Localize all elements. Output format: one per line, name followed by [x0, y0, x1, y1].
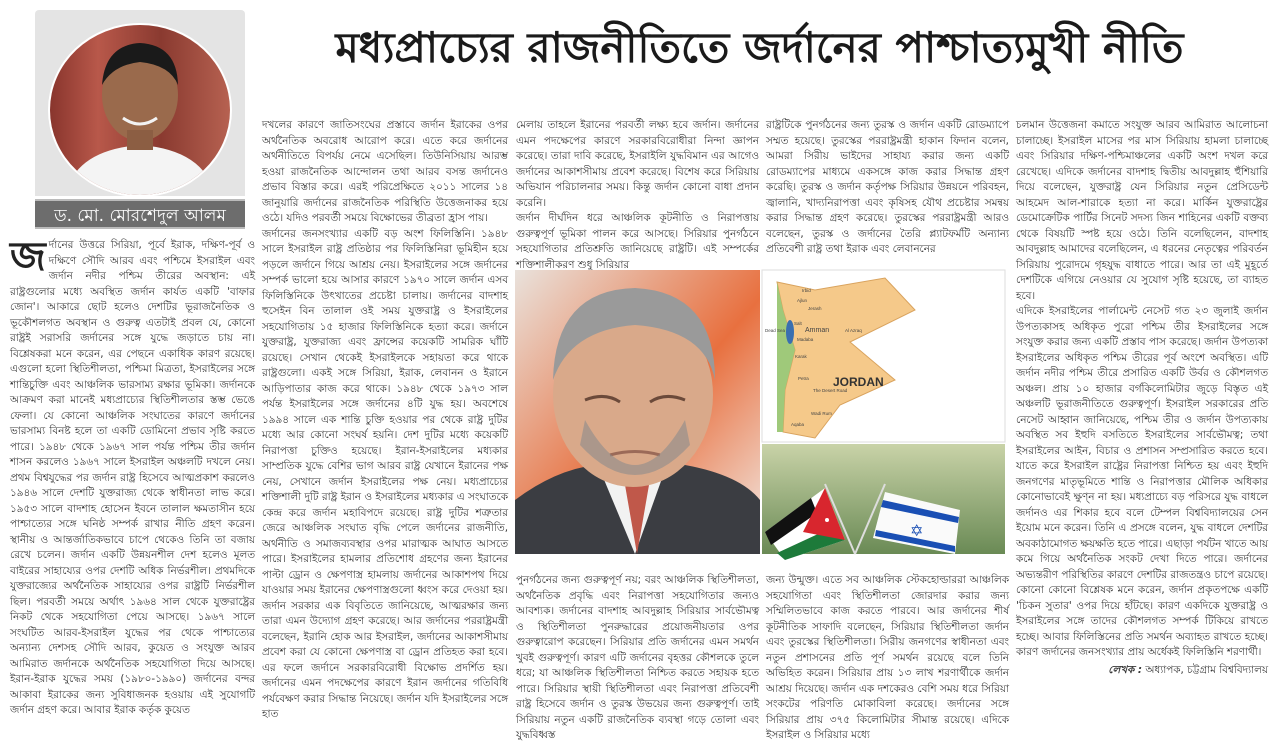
map-place: Al Azraq	[845, 328, 862, 333]
article-paragraph: জর্দানের উত্তরে সিরিয়া, পূর্বে ইরাক, দক্ষিণ-পূর্ব ও দক্ষিণে সৌদি আরব এবং পশ্চিমে ইসরাইল এবং জর্দান নদীর পশ্চিম তীরের অবস্থান: এই রাষ্ট্রগুলোর মধ্যে অবস্থিত জর্দান কার্যত একটি 'বাফার জোন'। আকারে ছোট হলেও দেশটির ভূরাজনৈতিক ও ভূকৌশলগত অবস্থান ও গুরুত্ব এতটাই প্রবল যে, কোনো রাষ্ট্রই সরাসরি জর্দানের সঙ্গে যুদ্ধে জড়াতে চায় না। বিশ্লেষকরা মনে করেন, এর পেছনে একাধিক কারণ রয়েছে। এগুলো হলো স্থিতিশীলতা, পশ্চিমা মিত্রতা, ইসরাইলের সঙ্গে শান্তিচুক্তি এবং আঞ্চলিক ভারসাম্য রক্ষার ভূমিকা। জর্দানকে আক্রমণ করা মানেই মধ্যপ্রাচ্যের স্থিতিশীলতার স্তম্ভ ভেঙে ফেলা। যে কোনো আঞ্চলিক সংঘাতের কারণে জর্দানের ভারসাম্য বিনষ্ট হলে তা একটি ডোমিনো প্রভাব সৃষ্টি করতে পারে। ১৯৪৮ থেকে ১৯৬৭ সাল পর্যন্ত পশ্চিম তীর জর্দান শাসন করলেও ১৯৬৭ সালে ইসরাইল অঞ্চলটি দখলে নেয়। প্রথম বিশ্বযুদ্ধের পর জর্দান রাষ্ট্র হিসেবে আত্মপ্রকাশ করলেও ১৯৪৬ সালে দেশটি যুক্তরাজ্য থেকে স্বাধীনতা লাভ করে। ১৯৫৩ সালে বাদশাহ হোসেন ইবনে তালাল ক্ষমতাসীন হয়ে পাশ্চাত্যের সঙ্গে ঘনিষ্ঠ সম্পর্ক রাখার নীতি গ্রহণ করেন। স্থানীয় ও আন্তর্জাতিকভাবে চাপে থেকেও তিনি তা বজায় রেখে চলেন। জর্দান একটি উন্নয়নশীল দেশ হলেও মূলত বাইরের সাহায্যের ওপর দেশটি অধিক নির্ভরশীল। প্রথমদিকে যুক্তরাজ্যের অর্থনৈতিক সাহায্যের ওপর রাষ্ট্রটি নির্ভরশীল ছিল। পরবর্তী সময়ে অর্থাৎ ১৯৬৪ সাল থেকে যুক্তরাষ্ট্রের নিকট থেকে সহযোগিতা পেয়ে আসছে। ১৯৬৭ সালে সংঘটিত আরব-ইসরাইল যুদ্ধের পর থেকে পাশ্চাত্যের অন্যান্য দেশসহ সৌদি আরব, কুয়েত ও সংযুক্ত আরব আমিরাত জর্দানকে অর্থনৈতিক সহযোগিতা দিয়ে আসছে। ইরান-ইরাক যুদ্ধের সময় (১৯৮০-১৯৯০) জর্দানের বন্দর আকাবা ইরাকের জন্য সুবিধাজনক হওয়ায় এই সুযোগটি জর্দান গ্রহণ করে। আবার ইরাক কর্তৃক কুয়েত	[10, 234, 255, 716]
article-paragraph: পুনর্গঠনের জন্য গুরুত্বপূর্ণ নয়; বরং আঞ্চলিক স্থিতিশীলতা, অর্থনৈতিক প্রবৃদ্ধি এবং নিরাপত্তা সহযোগিতার জন্যও আবশ্যক। জর্দানের বাদশাহ আবদুল্লাহ সিরিয়ার সার্বভৌমত্ব ও স্থিতিশীলতা পুনরুদ্ধারের প্রয়োজনীয়তার ওপর গুরুত্বারোপ করেছেন। সিরিয়ার প্রতি জর্দানের এমন সমর্থন খুবই গুরুত্বপূর্ণ। কারণ এটি জর্দানের বৃহত্তর কৌশলকে তুলে ধরে; যা আঞ্চলিক স্থিতিশীলতা নিশ্চিত করতে সহায়ক হতে পারে। সিরিয়ার স্থায়ী স্থিতিশীলতা এবং নিরাপত্তা প্রতিবেশী রাষ্ট্র হিসেবে জর্দান ও তুরস্ক উভয়ের জন্য গুরুত্বপূর্ণ। তাই সিরিয়ায় নতুন একটি রাজনৈতিক ব্যবস্থা গড়ে তোলা এবং যুদ্ধবিধ্বস্ত	[516, 574, 759, 741]
map-place: Amman	[805, 327, 830, 334]
article-column-4-top	[766, 118, 1009, 260]
article-paragraph: চলমান উত্তেজনা কমাতে সংযুক্ত আরব আমিরাত আলোচনা চালাচ্ছে। ইসরাইল মাসের পর মাস সিরিয়ায় হামলা চালাচ্ছে এবং সিরিয়ার দক্ষিণ-পশ্চিমাঞ্চলের একটি অংশ দখল করে রেখেছে। এদিকে জর্দানের বাদশাহ দ্বিতীয় আবদুল্লাহ হুঁশিয়ারি দিয়ে বলেছেন, যুক্তরাষ্ট্র যেন সিরিয়ার নতুন প্রেসিডেন্ট আহমেদ আল-শারাকে হত্যা না করে। মার্কিন যুক্তরাষ্ট্রের ডেমোক্রেটিক পার্টির সিনেট সদস্য জিন শাহিনের একটি বক্তব্য থেকে বিষয়টি স্পষ্ট হয়ে ওঠে। তিনি বলেছিলেন, বাদশাহ আবদুল্লাহ আমাদের বলেছিলেন, এ ধরনের নেতৃত্বের পরিবর্তন সিরিয়ায় পুরোদমে গৃহযুদ্ধ বাধাতে পারে। আর তা এই মুহূর্তে দেশটিকে এগিয়ে নেওয়ার যে সুযোগ সৃষ্টি হয়েছে, তা ব্যাহত হবে।	[1016, 119, 1268, 302]
map-place: Wadi Rum	[811, 411, 832, 416]
map-place: Madaba	[797, 337, 814, 342]
king-abdullah-photo	[515, 270, 760, 554]
map-place: Ajlun	[797, 298, 808, 303]
map-place: Salt	[794, 321, 802, 326]
drop-cap: জ	[10, 234, 46, 280]
map-place: Irbid	[802, 288, 811, 293]
map-place: Jerash	[808, 306, 822, 311]
headline: মধ্যপ্রাচ্যের রাজনীতিতে জর্দানের পাশ্চাত্যমুখী নীতি	[335, 23, 1184, 72]
jordan-israel-flags-photo	[762, 444, 1005, 560]
article-column-3-bottom	[516, 573, 759, 745]
byline-text: অধ্যাপক, চট্টগ্রাম বিশ্ববিদ্যালয়	[1145, 663, 1268, 676]
article-paragraph: মেলায় তাহলে ইরানের পরবর্তী লক্ষ্য হবে জর্দান। জর্দানের এমন পদক্ষেপের কারণে সরকারবিরোধীরা নিন্দা জ্ঞাপন করেছে। তারা দাবি করেছে, ইসরাইলি যুদ্ধবিমান এর আগেও জর্দানের আকাশসীমায় প্রবেশ করেছে। বিশেষ করে সিরিয়ায় অভিযান পরিচালনার সময়। কিন্তু জর্দান কোনো বাধা প্রদান করেনি।	[516, 119, 759, 209]
article-paragraph: জর্দানের জনসংখ্যার একটি বড় অংশ ফিলিস্তিনি। ১৯৪৮ সালে ইসরাইল রাষ্ট্র প্রতিষ্ঠার পর ফিলিস্তিনিরা ভূমিহীন হয়ে পড়লে জর্দানে গিয়ে আশ্রয় নেয়। ইসরাইলের সঙ্গে জর্দানের সম্পর্ক ভালো হয়ে আসার কারণে ১৯৭০ সালে জর্দান এসব ফিলিস্তিনিকে উৎখাতের প্রচেষ্টা চালায়। জর্দানের বাদশাহ হুসেইন বিন তালাল ওই সময় যুক্তরাষ্ট্র ও ইসরাইলের সহযোগিতায় ১৫ হাজার ফিলিস্তিনিকে হত্যা করে। জর্দানে যুক্তরাষ্ট্র, যুক্তরাজ্য এবং ফ্রান্সের কয়েকটি সামরিক ঘাঁটি রয়েছে। সেখান থেকেই ইসরাইলকে সহায়তা করে থাকে রাষ্ট্রগুলো। একই সঙ্গে সিরিয়া, ইরাক, লেবানন ও ইরানে আড়িপাতার কাজ করে থাকে। ১৯৪৮ থেকে ১৯৭৩ সাল পর্যন্ত ইসরাইলের সঙ্গে জর্দানের ৪টি যুদ্ধ হয়। অবশেষে ১৯৯৪ সালে এক শান্তি চুক্তি হওয়ার পর থেকে রাষ্ট্র দুটির মধ্যে আর কোনো সংঘর্ষ হয়নি। দেশ দুটির মধ্যে কয়েকটি নিরাপত্তা চুক্তিও হয়েছে। ইরান-ইসরাইলের মধ্যকার সাম্প্রতিক যুদ্ধে বেশির ভাগ আরব রাষ্ট্র যেখানে ইরানের পক্ষ নেয়, সেখানে জর্দান ইসরাইলের পক্ষ নেয়। মধ্যপ্রাচ্যের শক্তিশালী দুটি রাষ্ট্র ইরান ও ইসরাইলের মধ্যকার এ সংঘাতকে কেন্দ্র করে জর্দান মহাবিপদে রয়েছে। রাষ্ট্র দুটির শত্রুতার জেরে আঞ্চলিক সংঘাত বৃদ্ধি পেলে জর্দানের রাজনীতি, অর্থনীতি ও সমাজব্যবস্থার ওপর মারাত্মক আঘাত আসতে পারে। ইসরাইলের হামলার প্রতিশোধ গ্রহণের জন্য ইরানের পাল্টা ড্রোন ও ক্ষেপণাস্ত্র হামলায় জর্দানের আকাশপথ দিয়ে যাওয়ার সময় ইরানের ক্ষেপণাস্ত্রগুলো ধ্বংস করে দেওয়া হয়। জর্দান সরকার এক বিবৃতিতে জানিয়েছে, আত্মরক্ষার জন্য তারা এমন উদ্যোগ গ্রহণ করেছে। আর জর্দানের পররাষ্ট্রমন্ত্রী বলেছেন, ইরানি হোক আর ইসরাইল, জর্দানের আকাশসীমায় প্রবেশ করা যে কোনো ক্ষেপণাস্ত্র বা ড্রোন প্রতিহত করা হবে। এর ফলে জর্দানে সরকারবিরোধী বিক্ষোভ প্রদর্শিত হয়। জর্দানের এমন পদক্ষেপের কারণে ইরান জর্দানের গতিবিধি পর্যবেক্ষণ করার সিদ্ধান্ত নিয়েছে। জর্দান যদি ইসরাইলের সঙ্গে হাত	[262, 227, 508, 720]
author-byline	[1016, 663, 1268, 679]
map-place: Karak	[795, 354, 807, 359]
article-column-5	[1016, 118, 1268, 745]
article-paragraph: জর্দান দীর্ঘদিন ধরে আঞ্চলিক কূটনীতি ও নিরাপত্তায় গুরুত্বপূর্ণ ভূমিকা পালন করে আসছে। সিরিয়ার পুনর্গঠনে সহযোগিতার প্রতিশ্রুতি জানিয়েছে রাষ্ট্রটি। এই সম্পর্কের শক্তিশালীকরণ শুধু সিরিয়ার	[516, 212, 759, 271]
star-of-david-icon: ✡	[910, 521, 924, 540]
map-place: Aqaba	[791, 422, 805, 427]
map-place: Petra	[798, 376, 809, 381]
author-portrait-illustration	[35, 10, 245, 196]
dead-sea-shape	[786, 320, 794, 344]
article-paragraph: দখলের কারণে জাতিসংঘের প্রস্তাবে জর্দান ইরাকের ওপর অর্থনৈতিক অবরোধ আরোপ করে। এতে করে জর্দানের অর্থনীতিতে বিপর্যয় নেমে এসেছিল। তিউনিসিয়ায় আরম্ভ হওয়া রাজনৈতিক আন্দোলন তথা আরব বসন্ত জর্দানেও প্রভাব বিস্তার করে। এরই পরিপ্রেক্ষিতে ২০১১ সালের ১৪ জানুয়ারি জর্দানের রাজনৈতিক পরিস্থিতি উত্তেজনাকর হয়ে ওঠে। যদিও পরবর্তী সময়ে বিক্ষোভের তীব্রতা হ্রাস পায়।	[262, 119, 508, 224]
byline-label: লেখক :	[1108, 663, 1143, 676]
article-column-1	[10, 234, 255, 745]
article-column-2	[262, 118, 508, 745]
author-name: ড. মো. মোরশেদুল আলম	[35, 199, 245, 229]
article-figure	[515, 270, 1005, 554]
map-place: The Desert Road	[813, 388, 848, 393]
article-paragraph: জন্য উন্মুক্ত। এতে সব আঞ্চলিক স্টেকহোল্ডাররা আঞ্চলিক সহযোগিতা এবং স্থিতিশীলতা জোরদার করার জন্য সম্মিলিতভাবে কাজ করতে পারবে। আর জর্দানের শীর্ষ কূটনীতিক সাফাদি বলেছেন, সিরিয়ার স্থিতিশীলতা জর্দান এবং তুরস্কের স্থিতিশীলতা। সিরীয় জনগণের স্বাধীনতা এবং নতুন প্রশাসনের প্রতি পূর্ণ সমর্থন রয়েছে বলে তিনি অভিহিত করেন। সিরিয়ার প্রায় ১৩ লাখ শরণার্থীকে জর্দান আশ্রয় দিয়েছে। জর্দান এক দশকেরও বেশি সময় ধরে সিরিয়া সংকটের পরিণতি মোকাবিলা করেছে। জর্দানের সঙ্গে সিরিয়ার প্রায় ৩৭৫ কিলোমিটার সীমান্ত রয়েছে। এদিকে ইসরাইল ও সিরিয়ার মধ্যে	[766, 574, 1009, 741]
map-country-label: JORDAN	[833, 375, 884, 389]
article-paragraph: রাষ্ট্রটিকে পুনর্গঠনের জন্য তুরস্ক ও জর্দান একটি রোডম্যাপে সম্মত হয়েছে। তুরস্কের পররাষ্ট্রমন্ত্রী হাকান ফিদান বলেন, আমরা সিরীয় ভাইদের সাহায্য করার জন্য একটি রোডম্যাপের মাধ্যমে একসঙ্গে কাজ করার সিদ্ধান্ত গ্রহণ করেছি। তুরস্ক ও জর্দান কর্তৃপক্ষ সিরিয়ার উন্নয়নে পরিবহন, জ্বালানি, খাদ্যনিরাপত্তা এবং কৃষিসহ যৌথ প্রচেষ্টার সমন্বয় করার সিদ্ধান্ত গ্রহণ করেছে। তুরস্কের পররাষ্ট্রমন্ত্রী আরও বলেছেন, তুরস্ক ও জর্দানের তৈরি প্ল্যাটফর্মটি অন্যান্য প্রতিবেশী রাষ্ট্র তথা ইরাক এবং লেবাননের	[766, 119, 1009, 255]
jordan-map	[762, 270, 1005, 442]
map-place: Dead Sea	[765, 328, 786, 333]
article-column-3-top	[516, 118, 759, 271]
article-column-4-bottom	[766, 573, 1009, 745]
author-photo	[35, 10, 245, 196]
article-paragraph: এদিকে ইসরাইলের পার্লামেন্ট নেসেট গত ২৩ জুলাই জর্দান উপত্যকাসহ অধিকৃত পুরো পশ্চিম তীর ইসরাইলের সঙ্গে সংযুক্ত করার জন্য একটি প্রস্তাব পাস করেছে। জর্দান উপত্যকা ইসরাইলের অধিকৃত পশ্চিম তীরের পূর্ব অংশে অবস্থিত। এটি জর্দান নদীর পশ্চিম তীরে প্রসারিত একটি উর্বর ও কৌশলগত অঞ্চল। প্রায় ১০ হাজার বর্গকিলোমিটার জুড়ে বিস্তৃত এই অঞ্চলটি ভূরাজনীতিতে গুরুত্বপূর্ণ। ইসরাইল সরকারের প্রতি নেসেট আহ্বান জানিয়েছে, পশ্চিম তীর ও জর্দান উপত্যকায় অবস্থিত সব ইহুদি বসতিতে ইসরাইলের সার্বভৌমত্ব; তথা ইসরাইলের আইন, বিচার ও প্রশাসন সম্প্রসারিত করতে হবে। যাতে করে ইসরাইল রাষ্ট্রের নিরাপত্তা নিশ্চিত হয় এবং ইহুদি জনগণের মাতৃভূমিতে শান্তি ও নিরাপত্তার মৌলিক অধিকার কোনোভাবেই ক্ষুণ্ন না হয়। মধ্যপ্রাচ্যে বড় পরিসরে যুদ্ধ বাধলে জর্দানও এর শিকার হবে বলে টেম্পল বিশ্ববিদ্যালয়ের সেন ইয়োম মনে করেন। তিনি এ প্রসঙ্গে বলেন, যুদ্ধ বাধলে দেশটির অবকাঠামোগত ক্ষয়ক্ষতি হতে পারে। এছাড়া পর্যটন খাতে আয় কমে গিয়ে অর্থনৈতিক সংকট দেখা দিতে পারে। জর্দানের অভ্যন্তরীণ পরিস্থিতির কারণে দেশটির রাজতন্ত্রও চাপে রয়েছে। কোনো কোনো বিশ্লেষক মনে করেন, জর্দান প্রকৃতপক্ষে একটি 'চিকন সুতার' ওপর দিয়ে হাঁটছে। কারণ একদিকে যুক্তরাষ্ট্র ও ইসরাইলের সঙ্গে তাদের কৌশলগত সম্পর্ক টিকিয়ে রাখতে হচ্ছে। আবার ফিলিস্তিনের প্রতি সমর্থন অব্যাহত রাখতে হচ্ছে। কারণ জর্দানের জনসংখ্যার প্রায় অর্ধেকই ফিলিস্তিনি শরণার্থী।	[1016, 305, 1268, 658]
